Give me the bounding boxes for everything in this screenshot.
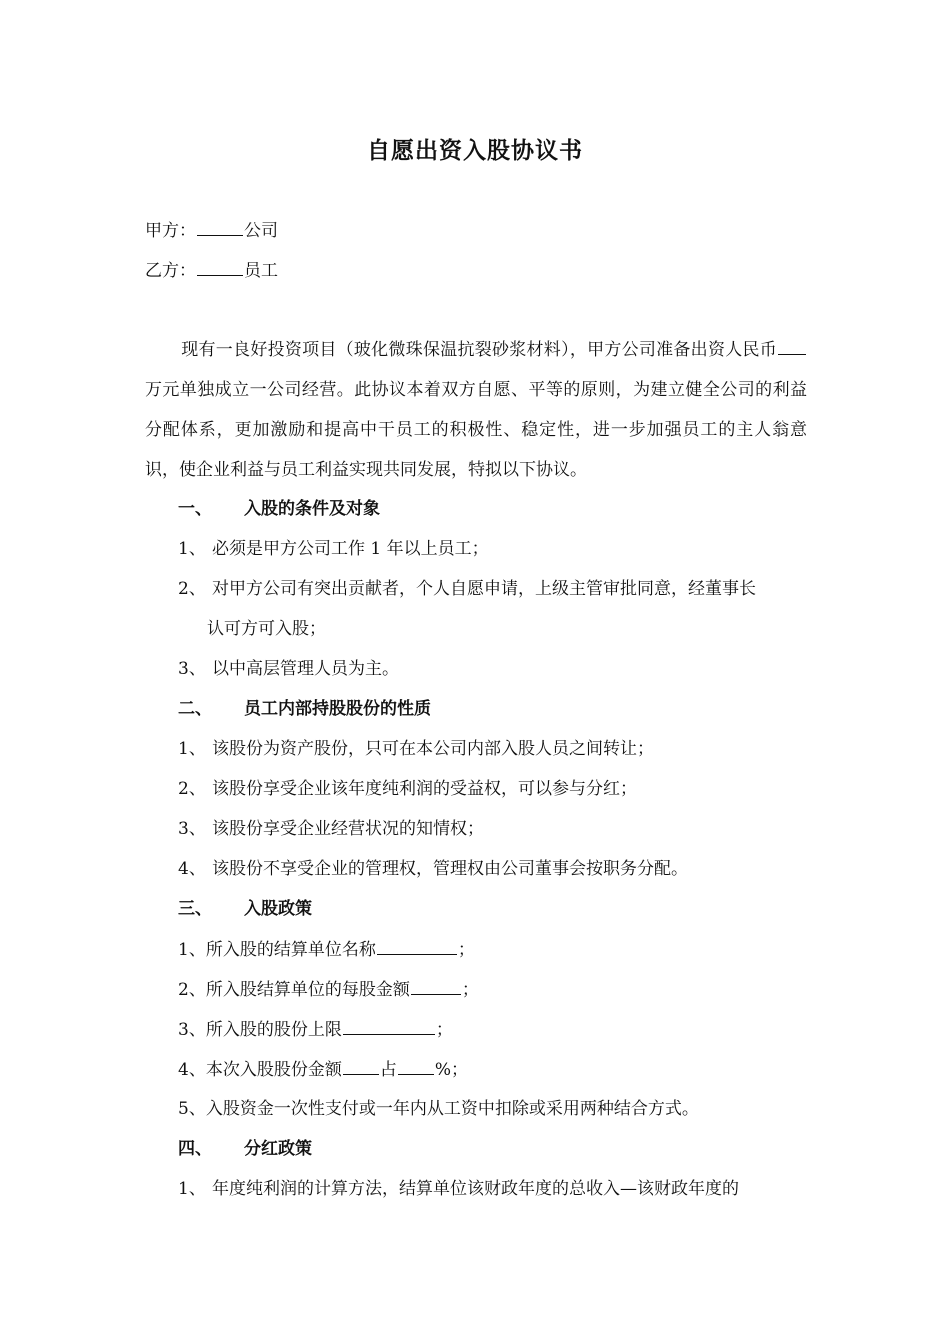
- fill-blank: [411, 977, 461, 995]
- section-title: 分红政策: [244, 1139, 312, 1159]
- item-text: 认可方可入股；: [207, 619, 326, 639]
- fill-blank: [343, 1017, 435, 1035]
- item-text: 该股份享受企业该年度纯利润的受益权，可以参与分红；: [212, 779, 637, 799]
- fill-blank: [377, 937, 457, 955]
- list-item: [178, 537, 489, 561]
- list-item: [178, 737, 654, 761]
- document-title: 自愿出资入股协议书: [367, 137, 583, 164]
- list-item: [178, 657, 399, 681]
- item-number: 2、: [178, 779, 206, 799]
- fill-blank: [398, 1057, 434, 1075]
- list-item: [178, 857, 688, 881]
- section-heading-1: [178, 497, 380, 521]
- section-title: 员工内部持股股份的性质: [244, 699, 431, 719]
- section-number: 三、: [178, 899, 212, 919]
- party-a-blank: [197, 218, 243, 236]
- item-text: 该股份不享受企业的管理权，管理权由公司董事会按职务分配。: [212, 859, 688, 879]
- list-item: [178, 577, 756, 601]
- item-text: 5、入股资金一次性支付或一年内从工资中扣除或采用两种结合方式。: [178, 1099, 699, 1119]
- party-a-suffix: 公司: [244, 221, 278, 241]
- list-item: [178, 1057, 468, 1082]
- section-heading-4: [178, 1137, 312, 1161]
- item-number: 1、: [178, 739, 206, 759]
- party-b-blank: [197, 258, 243, 276]
- list-item: [178, 937, 475, 962]
- item-end: ；: [461, 980, 479, 1000]
- item-text: 2、所入股结算单位的每股金额: [178, 980, 410, 1000]
- item-text: 对甲方公司有突出贡献者，个人自愿申请，上级主管审批同意，经董事长: [212, 579, 756, 599]
- item-number: 1、: [178, 539, 206, 559]
- item-number: 3、: [178, 819, 206, 839]
- list-item: [178, 977, 479, 1002]
- list-item: [178, 1177, 739, 1201]
- section-heading-2: [178, 697, 431, 721]
- party-b-label: 乙方：: [145, 261, 196, 281]
- item-text: 4、本次入股股份金额: [178, 1060, 342, 1080]
- section-heading-3: [178, 897, 312, 921]
- amount-blank: [778, 337, 806, 355]
- section-title: 入股政策: [244, 899, 312, 919]
- item-mid: 占: [379, 1060, 397, 1080]
- list-item-continuation: [207, 617, 326, 641]
- item-text: 3、所入股的股份上限: [178, 1020, 342, 1040]
- item-text: 该股份为资产股份，只可在本公司内部入股人员之间转让；: [212, 739, 654, 759]
- fill-blank: [343, 1057, 379, 1075]
- section-number: 四、: [178, 1139, 212, 1159]
- party-a-label: 甲方：: [145, 221, 196, 241]
- item-text: 以中高层管理人员为主。: [212, 659, 399, 679]
- intro-part1: 现有一良好投资项目（玻化微珠保温抗裂砂浆材料），甲方公司准备出资人民币: [181, 340, 777, 360]
- item-number: 3、: [178, 659, 206, 679]
- party-b-suffix: 员工: [244, 261, 278, 281]
- list-item: [178, 777, 637, 801]
- item-text: 年度纯利润的计算方法，结算单位该财政年度的总收入—该财政年度的: [212, 1179, 739, 1199]
- list-item: [178, 817, 484, 841]
- item-number: 4、: [178, 859, 206, 879]
- section-number: 一、: [178, 499, 212, 519]
- item-end: ；: [435, 1020, 453, 1040]
- item-number: 1、: [178, 1179, 206, 1199]
- intro-part2: 万元单独成立一公司经营。此协议本着双方自愿、平等的原则，为建立健全公司的利益分配体系，更加激励和提高中干员工的积极性、稳定性，进一步加强员工的主人翁意识，使企业利益与员工利益实现共同发展，特拟以下协议。: [145, 380, 807, 480]
- item-text: 该股份享受企业经营状况的知情权；: [212, 819, 484, 839]
- item-number: 2、: [178, 579, 206, 599]
- item-text: 必须是甲方公司工作 1 年以上员工；: [212, 539, 489, 559]
- item-end: ；: [457, 940, 475, 960]
- list-item: [178, 1017, 453, 1042]
- item-text: 1、所入股的结算单位名称: [178, 940, 376, 960]
- section-number: 二、: [178, 699, 212, 719]
- party-b-line: [145, 258, 278, 283]
- party-a-line: [145, 218, 278, 243]
- intro-paragraph: [145, 330, 807, 490]
- list-item: [178, 1097, 699, 1121]
- section-title: 入股的条件及对象: [244, 499, 380, 519]
- item-end: %；: [434, 1060, 468, 1080]
